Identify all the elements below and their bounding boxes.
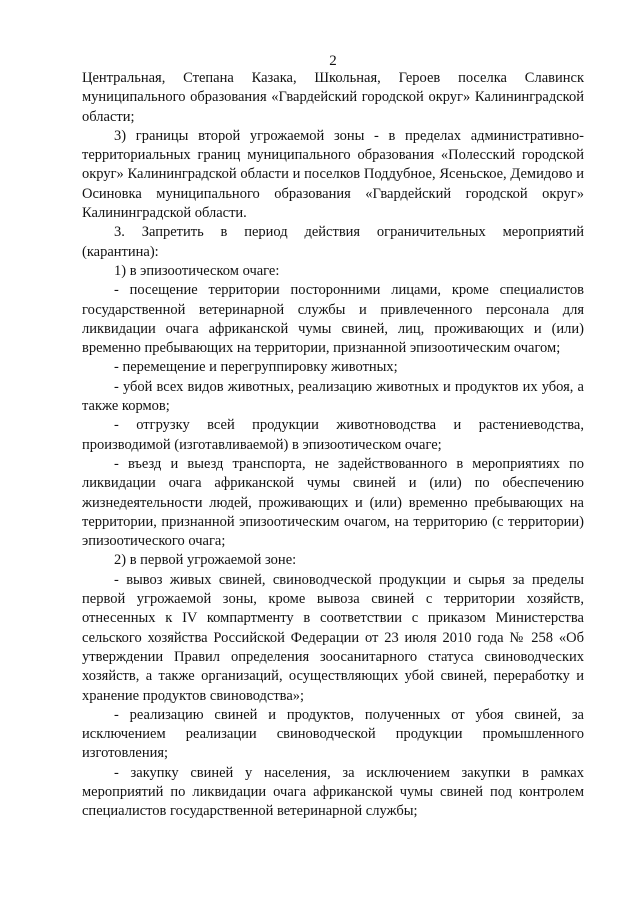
paragraph: 3) границы второй угрожаемой зоны - в пределах административно-территориальных границ муниципального образования «Полесский городской округ» Калининградской области и поселков Поддубное, Ясеньское, Демидово и Осиновка муниципального образования «Гвардейский городской округ» Калининградской области.: [82, 127, 584, 222]
page-number: 2: [329, 53, 337, 69]
paragraph: - закупку свиней у населения, за исключением закупки в рамках мероприятий по ликвидации очага африканской чумы свиней под контролем специалистов государственной ветеринарной службы;: [82, 764, 584, 820]
paragraph: Центральная, Степана Казака, Школьная, Героев поселка Славинск муниципального образования «Гвардейский городской округ» Калининградской области;: [82, 70, 584, 125]
document-body: [82, 69, 584, 822]
paragraph: 1) в эпизоотическом очаге:: [114, 262, 280, 279]
paragraph: - убой всех видов животных, реализацию животных и продуктов их убоя, а также кормов;: [82, 378, 584, 415]
paragraph: - вывоз живых свиней, свиноводческой продукции и сырья за пределы первой угрожаемой зоны, кроме вывоза свиней с территории хозяйств, отнесенных к IV компартменту в соответствии с приказом Министерства сельского хозяйства Российской Федерации от 23 июля 2010 года № 258 «Об утверждении Правил определения зоосанитарного статуса свиноводческих хозяйств, а также организаций, осуществляющих убой свиней, переработку и хранение продуктов свиноводства»;: [82, 571, 584, 704]
paragraph: - реализацию свиней и продуктов, полученных от убоя свиней, за исключением реализации свиноводческой продукции промышленного изготовления;: [82, 706, 584, 762]
paragraph: 3. Запретить в период действия ограничительных мероприятий (карантина):: [82, 224, 584, 260]
paragraph: 2) в первой угрожаемой зоне:: [114, 552, 297, 569]
paragraph: - отгрузку всей продукции животноводства и растениеводства, производимой (изготавливаемой) в эпизоотическом очаге;: [82, 417, 584, 453]
paragraph: - въезд и выезд транспорта, не задействованного в мероприятиях по ликвидации очага африканской чумы свиней и (или) по обеспечению жизнедеятельности людей, проживающих и (или) временно пребывающих на территории, признанной эпизоотическим очагом, на территорию (с территории) эпизоотического очага;: [82, 455, 584, 550]
paragraph: - перемещение и перегруппировку животных;: [114, 359, 398, 376]
paragraph: - посещение территории посторонними лицами, кроме специалистов государственной ветеринарной службы и привлеченного персонала для ликвидации очага африканской чумы свиней, лиц, проживающих и (или) временно пребывающих на территории, признанной эпизоотическим очагом;: [82, 282, 584, 357]
